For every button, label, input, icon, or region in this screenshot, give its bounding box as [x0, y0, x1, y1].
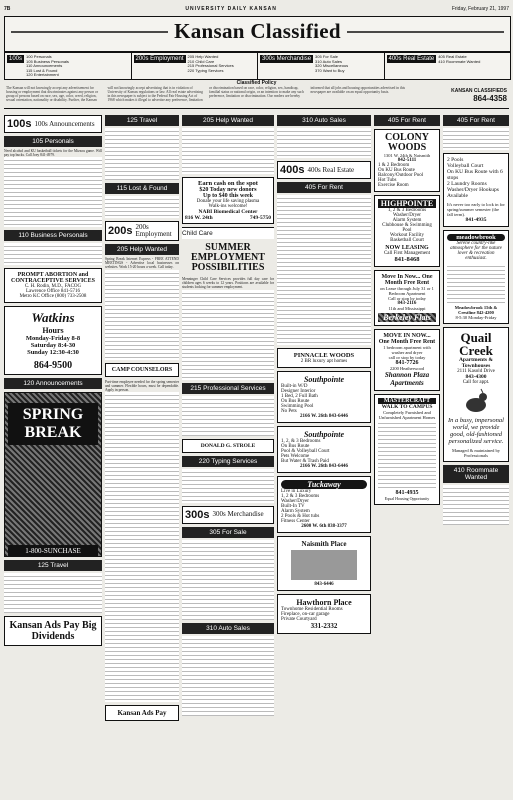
ad-feature: On Bus Route [281, 444, 310, 449]
category-label: 200s Employment [135, 223, 172, 238]
ad-title: PROMPT ABORTION and CONTRACEPTIVE SERVICES [11, 272, 95, 285]
ad-sub: call or stop by today [388, 355, 426, 360]
ad-feature: Pool & Volleyball Court [281, 449, 330, 454]
section-header: 220 Typing Services [182, 456, 274, 467]
ad-sub: Call First Management [383, 251, 431, 256]
ad-phone: 842-5111 [397, 158, 417, 163]
ad-phone: 841-8468 [394, 256, 420, 263]
index-box: 400s Real Estate [388, 56, 435, 62]
issue-date: Friday, February 21, 1997 [451, 6, 509, 12]
index-300s[interactable] [258, 53, 385, 79]
ad-feature: Basketball Court [390, 238, 424, 243]
watkins-ad [4, 306, 102, 375]
shannon-plaza-ad [374, 329, 440, 391]
ad-line: Donate your life saving plasma [196, 199, 260, 204]
index-line: 105 Business Personals [26, 58, 69, 64]
index-line: 305 For Sale [315, 54, 338, 59]
section-header: 305 For Sale [182, 527, 274, 538]
ad-feature: 1 & 2 Bedroom [378, 163, 410, 168]
ad-phone: 331-2332 [310, 622, 338, 630]
ad-phone: Metro KC Office (800) 733-2508 [19, 294, 87, 300]
ad-feature: 1, 2 & 3 Bedrooms [281, 494, 320, 499]
ad-title: PINNACLE WOODS [293, 352, 355, 359]
southpointe-ad [277, 371, 371, 423]
ad-feature: Pets Welcome [281, 454, 310, 459]
index-line: 115 Lost & Found [26, 67, 58, 73]
index-line: 405 Real Estate [438, 54, 467, 59]
ad-phone: 2600 W. 6th 838-3377 [301, 524, 347, 529]
ad-feature: Hot Tubs [378, 178, 397, 183]
ad-title: Move In Now... One Month Free Rent [381, 274, 433, 286]
ad-slogan: In a busy, impersonal world, we provide good, old-fashioned personalized service. [448, 417, 504, 445]
index-box: 200s Employment [135, 56, 184, 62]
ad-feature: Designer Interior [281, 389, 316, 394]
section-header: 405 For Rent [374, 115, 440, 126]
section-header: 205 Help Wanted [105, 244, 179, 255]
kansan-ads-promo [4, 616, 102, 646]
section-header: 405 For Rent [443, 115, 509, 126]
ad-phone: 841-4935 [395, 490, 419, 496]
page-number: 7B [4, 6, 11, 12]
column-4 [277, 112, 371, 796]
ad-text: Serene country-like atmosphere for the nature lover & recreation enthusiast. [450, 241, 502, 261]
ad-sub: Call or stop by today [388, 296, 426, 301]
category-label: 300s Merchandise [212, 510, 264, 519]
index-100s[interactable] [5, 53, 132, 79]
ad-title: Naismith Place [301, 540, 347, 548]
meadowbrook-ad [443, 230, 509, 324]
ad-text-filler [4, 243, 102, 265]
ad-sub: Managed & maintained by Professionals [451, 448, 501, 458]
ad-line: Walk-ins welcome! [208, 204, 248, 209]
ad-feature: Washer/Dryer Hookups Available [447, 187, 499, 199]
index-line: 220 Typing Services [187, 67, 224, 73]
index-400s[interactable] [385, 53, 511, 79]
index-line: 310 Auto Sales [315, 58, 342, 64]
category-number: 200s [108, 225, 133, 237]
ad-feature: Workout Facility [390, 233, 424, 238]
ad-feature: Alarm System [281, 509, 310, 514]
ad-phone: 2166 W. 26th 843-6446 [299, 464, 349, 469]
ad-feature: Washer/Dryer [393, 213, 421, 218]
ad-text: Menninger Child Care Services provides full day care for children ages 6 weeks to 12 years. Positions are available for students looking for summer employment. [182, 277, 274, 290]
index-line: 110 Announcements [26, 63, 63, 69]
hours-line: Monday-Friday 8-8 [25, 335, 81, 343]
ad-phone: 841-7726 [395, 360, 419, 366]
ad-text-filler [443, 128, 509, 150]
building-photo [291, 550, 357, 580]
ad-sub: 2 BR luxury apt homes [300, 359, 348, 364]
ad-sub: Call for appt. [462, 380, 490, 385]
ad-phone: 749-5750 [249, 215, 271, 221]
index-line: 120 Entertainment [26, 72, 59, 78]
index-line: 205 Help Wanted [187, 54, 219, 59]
ad-title: Southpointe [303, 430, 344, 439]
ad-address: Meadowbrook 15th & Crestline 842-4200 [454, 305, 498, 315]
ad-title: WALK TO CAMPUS [381, 404, 433, 410]
ad-text-filler [277, 195, 371, 345]
hours-line: Saturday 8:4-30 [30, 342, 76, 350]
ad-address: 816 W. 24th [185, 215, 213, 221]
amenities-ad [443, 153, 509, 227]
ad-title: Southpointe [303, 375, 344, 384]
ad-text-filler [443, 485, 509, 525]
ad-feature: 2 Laundry Rooms [447, 181, 487, 187]
ad-sub: Apartments & Townhouses [458, 357, 494, 369]
naismith-place-ad [277, 536, 371, 591]
category-400s [277, 161, 371, 179]
ad-text: Spring Break Internet Express - FREE ATTEND MEETINGS - Advertise local businesses on websites. Work 15-20 hours a week. Call today. [105, 257, 179, 270]
index-list [188, 55, 234, 73]
ad-text: Need alcohol and KU basketball tickets for the Mizzou game. Will pay top bucks. Call Joey 841-4979. [4, 149, 102, 158]
classified-policy [4, 80, 509, 109]
hours-title: Hours [42, 326, 64, 336]
ad-title: Quail Creek [459, 330, 493, 358]
index-box: 300s Merchandise [262, 56, 312, 62]
ad-address: 11th and Mississippi [388, 306, 426, 311]
ad-feature: But Water & Trash Paid [281, 459, 329, 464]
section-header: 310 Auto Sales [182, 623, 274, 634]
ad-address: 2200 Heatherwood [389, 366, 425, 371]
ad-text-filler [182, 540, 274, 620]
quail-creek-ad [443, 327, 509, 462]
ad-phone: Lawrence Office 841-5716 [25, 289, 81, 295]
section-index [4, 52, 511, 80]
ad-text-filler [182, 636, 274, 716]
ad-text-filler [105, 128, 179, 180]
ad-line: NABI Biomedical Center [198, 209, 258, 215]
ad-text-filler [447, 263, 505, 303]
ad-feature: Volleyball Court [447, 163, 484, 169]
pinnacle-woods-ad [277, 348, 371, 368]
column-6 [443, 112, 509, 796]
section-header: 405 For Rent [277, 182, 371, 193]
ad-phone: 841-4935 [465, 217, 487, 223]
category-100s [4, 115, 102, 133]
section-header: 115 Lost & Found [105, 183, 179, 194]
ad-feature: Exercise Room [378, 183, 409, 188]
ad-sub: It's never too early to lock in for spring/summer semester (the fall term). [447, 202, 505, 217]
section-header: 410 Roommate Wanted [443, 465, 509, 483]
section-header: 205 Help Wanted [182, 115, 274, 126]
ad-feature: Live in Luxury [281, 489, 312, 494]
section-header: 215 Professional Services [182, 383, 274, 394]
contact-label: KANSAN CLASSIFIEDS [451, 88, 507, 94]
ad-text-filler [182, 396, 274, 436]
column-2 [105, 112, 179, 796]
ad-hours: 8-5:30 Monday-Friday [455, 315, 497, 320]
promo-title: Kansan Ads Pay Big Dividends [9, 620, 97, 643]
ad-sub: Equal Housing Opportunity [384, 496, 430, 501]
ad-sub: Completely Furnished and Unfurnished Apartment Homes [378, 410, 436, 420]
ad-highlight: NOW LEASING [385, 245, 429, 251]
ad-title: COLONY WOODS [385, 132, 429, 153]
promo-title: Kansan Ads Pay [117, 709, 167, 718]
index-line: 370 Want to Buy [315, 67, 345, 73]
index-line: 210 Child Care [187, 58, 215, 64]
tuckaway-ad [277, 476, 371, 533]
camp-counselors-ad [105, 363, 179, 377]
page-title: Kansan Classified [168, 19, 347, 43]
category-number: 400s [280, 164, 305, 176]
section-header: Child Care [182, 227, 274, 239]
southpointe-ad-2 [277, 426, 371, 473]
ad-feature: No Pets [281, 409, 297, 414]
section-header: 105 Personals [4, 136, 102, 147]
ad-feature: 1 Bed, 2 Full Bath [281, 394, 318, 399]
ad-text-filler [105, 270, 179, 360]
section-header: 120 Announcements [4, 378, 102, 389]
policy-title: Classified Policy [236, 80, 277, 86]
ad-feature: Clubhouse & Swimming Pool [382, 223, 432, 233]
ad-text-filler [182, 469, 274, 503]
ad-feature: On KU Bus Route with 6 stops [447, 169, 503, 181]
berkeley-flats-ad [374, 270, 440, 326]
index-line: 215 Professional Services [187, 63, 234, 69]
ad-sub: on Lease through July 31 or 1 Bedroom Apartment [380, 286, 434, 296]
ad-feature: Balcony/Outdoor Pool [378, 173, 424, 178]
ad-text: Part-time employee needed for the spring semester and summer. Flexible hours, must be dependable. Apply in person. [105, 379, 179, 393]
ad-title: MOVE IN NOW... One Month Free Rent [378, 333, 436, 345]
index-box: 100s [9, 56, 23, 62]
ad-feature: Townhome Residential Rooms [281, 607, 343, 612]
ad-text-filler [378, 420, 436, 490]
ad-phone: 843-6446 [314, 582, 334, 587]
ad-text-filler [105, 196, 179, 218]
ad-sub: C. H. Rodin, M.D., FACOG [24, 284, 82, 290]
watkins-phone: 864-9500 [33, 360, 73, 372]
ad-feature: 1, 2 & 3 Bedrooms [387, 208, 427, 213]
ad-logo: meadowbrook [447, 234, 505, 241]
index-line: 100 Personals [26, 54, 52, 59]
category-200s [105, 221, 179, 241]
watkins-logo: Watkins [31, 310, 75, 326]
hours-line: Sunday 12:30-4:30 [27, 349, 79, 357]
ad-feature: Built-In TV [281, 504, 305, 509]
category-300s [182, 506, 274, 524]
ad-feature: Fireplace, on-car garage [281, 612, 330, 617]
summer-employment-title: SUMMER EMPLOYMENT POSSIBILITIES [191, 242, 265, 273]
index-line: 320 Miscellaneous [315, 63, 349, 69]
quail-illustration [461, 387, 491, 415]
index-list [438, 55, 480, 64]
ad-logo: Berkeley Flats [378, 313, 436, 322]
policy-text: The Kansan will not knowingly accept any advertisement for housing or employment that discriminates against any person or group of persons based on race, sex, age, color, creed, religion, sexual orientation, nationality or disability. Further, the Kansan will not knowingly accept advertising that is in violation of University of Kansas regulations or law. All real estate advertising in this newspaper is subject to the Federal Fair Housing Act of 1968 which makes it illegal to advertise any preference, limitation or discrimination based on race, color, religion, sex, handicap, familial status or national origin, or an intention to make any such preference, limitation or discrimination. Our readers are hereby informed that all jobs and housing opportunities advertised in this newspaper are available on an equal opportunity basis. [6, 86, 406, 103]
highpointe-ad [374, 195, 440, 267]
hawthorn-place-ad [277, 594, 371, 634]
section-header: 125 Travel [105, 115, 179, 126]
ad-feature: Washer/Dryer [281, 499, 309, 504]
plasma-donation-ad [182, 177, 274, 224]
spring-break-title: SPRING BREAK [8, 403, 98, 445]
ad-title: DONALD G. STROLE [200, 442, 256, 449]
ad-address: 1301 W. 24th & Naismith [383, 153, 431, 158]
ad-text-filler [182, 290, 274, 380]
section-header: 110 Business Personals [4, 230, 102, 241]
ad-text-filler [4, 157, 102, 227]
ad-feature: 1, 2, & 3 Bedrooms [281, 439, 321, 444]
index-line: 410 Roommate Wanted [438, 58, 481, 64]
ad-feature: 2 Pools & Hot tubs [281, 514, 320, 519]
ad-feature: Built-in W/D [281, 384, 308, 389]
ad-line: Up to $40 this week [202, 193, 253, 199]
policy-contact [451, 88, 507, 103]
category-label: 100s Announcements [34, 119, 95, 128]
masthead: UNIVERSITY DAILY KANSAN [185, 6, 277, 12]
category-number: 100s [7, 118, 32, 130]
ad-feature: 2 Pools [447, 157, 464, 163]
ad-title: CAMP COUNSELORS [111, 366, 173, 373]
ad-phone: 2166 W. 26th 843-6446 [299, 414, 349, 419]
ad-address: 2111 Kasold Drive [457, 369, 495, 374]
ad-logo: Shannon Plaza Apartments [384, 371, 430, 387]
mastercraft-ad [374, 394, 440, 505]
ad-text-filler [105, 392, 179, 702]
kansan-ads-promo [105, 705, 179, 721]
index-list [26, 55, 69, 78]
ad-logo: MASTERCRAFT [378, 398, 436, 404]
section-header: 310 Auto Sales [277, 115, 371, 126]
ad-phone: 843-4300 [465, 374, 487, 380]
index-list [315, 55, 348, 73]
ad-text-filler [4, 573, 102, 613]
ad-feature: On Bus Route [281, 399, 310, 404]
colony-woods-ad [374, 129, 440, 192]
ad-line: Earn cash on the spot [198, 180, 258, 187]
lawyer-ad [182, 439, 274, 453]
ad-feature: On KU Bus Route [378, 168, 415, 173]
ad-sub: 1 bedroom apartment with washer and dryer [383, 345, 431, 355]
top-bar [4, 3, 509, 15]
ad-feature: Fitness Center [281, 519, 310, 524]
contact-phone: 864-4358 [473, 94, 507, 103]
ad-feature: Private Courtyard [281, 617, 317, 622]
prompt-abortion-ad [4, 268, 102, 303]
ad-title: Hawthorn Place [296, 598, 352, 607]
section-header: 125 Travel [4, 560, 102, 571]
ad-line: $20 Today new donors [199, 187, 257, 193]
category-number: 300s [185, 508, 210, 521]
ad-feature: Swimming Pool [281, 404, 314, 409]
category-label: 400s Real Estate [307, 165, 355, 174]
ad-title: HIGHPOINTE [378, 199, 436, 208]
ad-phone: 843-2116 [397, 301, 417, 306]
ad-feature: Alarm System [392, 218, 422, 223]
spring-break-ad [4, 392, 102, 557]
column-3 [182, 112, 274, 796]
ad-text-filler [277, 128, 371, 158]
ad-text-filler [182, 128, 274, 174]
classified-header [4, 16, 511, 52]
ad-title: Tuckaway [281, 480, 367, 489]
index-200s[interactable] [132, 53, 259, 79]
column-1 [4, 112, 102, 796]
column-5 [374, 112, 440, 796]
spring-break-phone: 1-800-SUNCHASE [8, 545, 98, 557]
